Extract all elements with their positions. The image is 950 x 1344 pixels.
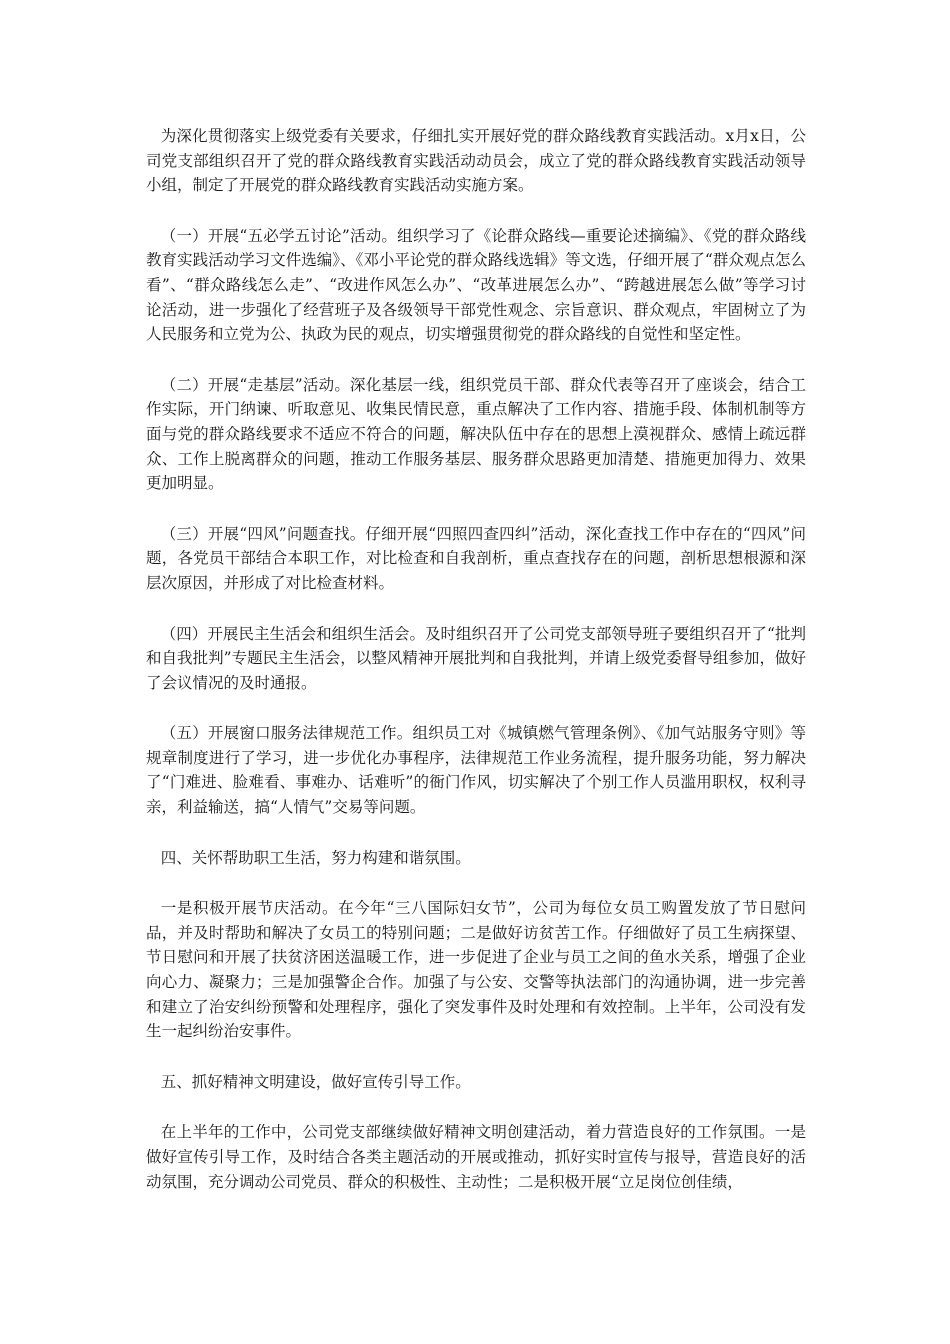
document-body	[146, 124, 806, 1220]
heading-four: 四、关怀帮助职工生活，努力构建和谐氛围。	[160, 848, 471, 867]
section-3-paragraph: （三）开展“四风”问题查找。仔细开展“四照四查四纠”活动，深化查找工作中存在的“四风”问题，各党员干部结合本职工作，对比检查和自我剖析，重点查找存在的问题，剖析思想根源和深层次原因，并形成了对比检查材料。	[146, 524, 806, 592]
section-2-paragraph: （二）开展“走基层”活动。深化基层一线，组织党员干部、群众代表等召开了座谈会，结合工作实际，开门纳谏、听取意见、收集民情民意，重点解决了工作内容、措施手段、体制机制等方面与党的群众路线要求不适应不符合的问题，解决队伍中存在的思想上漠视群众、感情上疏远群众、工作上脱离群众的问题，推动工作服务基层、服务群众思路更加清楚、措施更加得力、效果更加明显。	[146, 375, 806, 493]
intro-paragraph: 为深化贯彻落实上级党委有关要求，仔细扎实开展好党的群众路线教育实践活动。x月x日，公司党支部组织召开了党的群众路线教育实践活动动员会，成立了党的群众路线教育实践活动领导小组，制定了开展党的群众路线教育实践活动实施方案。	[146, 127, 806, 195]
welfare-paragraph: 一是积极开展节庆活动。在今年“三八国际妇女节”，公司为每位女员工购置发放了节日慰问品，并及时帮助和解决了女员工的特别问题；二是做好访贫苦工作。仔细做好了员工生病探望、节日慰问和开展了扶贫济困送温暖工作，进一步促进了企业与员工之间的鱼水关系，增强了企业向心力、凝聚力；三是加强警企合作。加强了与公安、交警等执法部门的沟通协调，进一步完善和建立了治安纠纷预警和处理程序，强化了突发事件及时处理和有效控制。上半年，公司没有发生一起纠纷治安事件。	[146, 899, 806, 1041]
civilization-paragraph: 在上半年的工作中，公司党支部继续做好精神文明创建活动，着力营造良好的工作氛围。一是做好宣传引导工作，及时结合各类主题活动的开展或推动，抓好实时宣传与报导，营造良好的活动氛围，充分调动公司党员、群众的积极性、主动性；二是积极开展“立足岗位创佳绩，	[146, 1123, 806, 1191]
section-5-paragraph: （五）开展窗口服务法律规范工作。组织员工对《城镇燃气管理条例》、《加气站服务守则》等规章制度进行了学习，进一步优化办事程序，法律规范工作业务流程，提升服务功能，努力解决了“门难进、脸难看、事难办、话难听”的衙门作风，切实解决了个别工作人员滥用职权，权利寻亲，利益输送，搞“人情气”交易等问题。	[146, 724, 806, 817]
section-4-paragraph: （四）开展民主生活会和组织生活会。及时组织召开了公司党支部领导班子要组织召开了“批判和自我批判”专题民主生活会，以整风精神开展批判和自我批判，并请上级党委督导组参加，做好了会议情况的及时通报。	[146, 624, 806, 692]
heading-five: 五、抓好精神文明建设，做好宣传引导工作。	[160, 1072, 471, 1091]
section-1-paragraph: （一）开展“五必学五讨论”活动。组织学习了《论群众路线—重要论述摘编》、《党的群众路线教育实践活动学习文件选编》、《邓小平论党的群众路线选辑》等文选，仔细开展了“群众观点怎么看”、“群众路线怎么走”、“改进作风怎么办”、“改革进展怎么办”、“跨越进展怎么做”等学习讨论活动，进一步强化了经营班子及各级领导干部党性观念、宗旨意识、群众观点，牢固树立了为人民服务和立党为公、执政为民的观点，切实增强贯彻党的群众路线的自觉性和坚定性。	[146, 226, 806, 344]
